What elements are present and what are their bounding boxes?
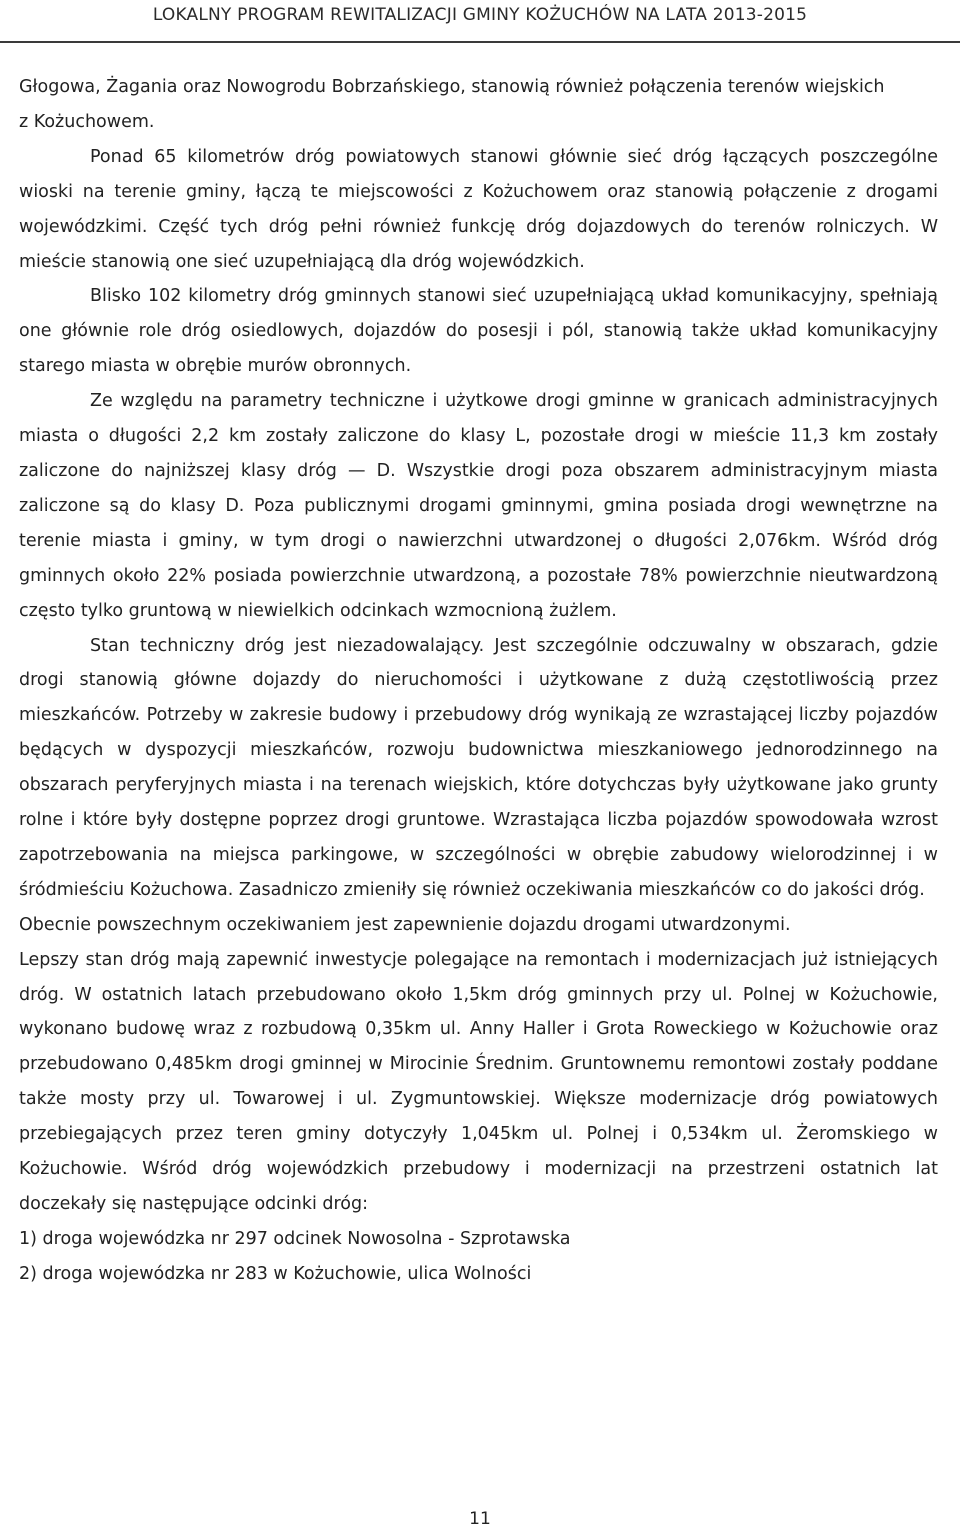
paragraph-intro-continuation: z Kożuchowem. — [19, 111, 155, 132]
paragraph-municipal-roads: Blisko 102 kilometry dróg gminnych stanowi sieć uzupełniającą układ komunikacyjny, spełniają one głównie role dróg osiedlowych, dojazdów do posesji i pól, stanowią także układ komunikacyjny starego miasta w obrębie murów obronnych. — [19, 286, 938, 377]
paragraph-expectations: Obecnie powszechnym oczekiwaniem jest zapewnienie dojazdu drogami utwardzonymi. — [19, 914, 791, 935]
paragraph-road-classes: Ze względu na parametry techniczne i użytkowe drogi gminne w granicach administracyjnych miasta o długości 2,2 km zostały zaliczone do klasy L, pozostałe drogi w mieście 11,3 km zostały zaliczone do najniższej klasy dróg — D. Wszystkie drogi poza obszarem administracyjnym miasta zaliczone są do klasy D. Poza publicznymi drogami gminnymi, gmina posiada drogi wewnętrzne na terenie miasta i gminy, w tym drogi o nawierzchni utwardzonej o długości 2,076km. Wśród dróg gminnych około 22% posiada powierzchnie utwardzoną, a pozostałe 78% powierzchnie nieutwardzoną często tylko gruntową w niewielkich odcinkach wzmocnioną żużlem. — [19, 391, 938, 621]
page-header — [0, 0, 960, 42]
paragraph-technical-condition: Stan techniczny dróg jest niezadowalający. Jest szczególnie odczuwalny w obszarach, gdzie drogi stanowią główne dojazdy do nieruchomości i użytkowane z dużą częstotliwością przez mieszkańców. Potrzeby w zakresie budowy i przebudowy dróg wynikają ze wzrastającej liczby pojazdów będących w dyspozycji mieszkańców, rozwoju budownictwa mieszkaniowego jednorodzinnego na obszarach peryferyjnych miasta i na terenach wiejskich, które dotychczas były użytkowane jako grunty rolne i które były dostępne poprzez drogi gruntowe. Wzrastająca liczba pojazdów spowodowała wzrost zapotrzebowania na miejsca parkingowe, w szczególności w obrębie zabudowy wielorodzinnej i w śródmieściu Kożuchowa. Zasadniczo zmieniły się również oczekiwania mieszkańców co do jakości dróg. — [19, 635, 938, 900]
paragraph-district-roads: Ponad 65 kilometrów dróg powiatowych stanowi głównie sieć dróg łączących poszczególne wioski na terenie gminy, łączą te miejscowości z Kożuchowem oraz stanowią połączenie z drogami wojewódzkimi. Część tych dróg pełni również funkcję dróg dojazdowych do terenów rolniczych. W mieście stanowią one sieć uzupełniającą dla dróg wojewódzkich. — [19, 146, 938, 272]
list-item: 1) droga wojewódzka nr 297 odcinek Nowosolna - Szprotawska — [19, 1228, 571, 1249]
paragraph-intro: Głogowa, Żagania oraz Nowogrodu Bobrzańskiego, stanowią również połączenia terenów wiejskich — [19, 77, 885, 97]
paragraph-investments: Lepszy stan dróg mają zapewnić inwestycje polegające na remontach i modernizacjach już istniejących dróg. W ostatnich latach przebudowano około 1,5km dróg gminnych przy ul. Polnej w Kożuchowie, wykonano budowę wraz z rozbudową 0,35km ul. Anny Haller i Grota Roweckiego w Kożuchowie oraz przebudowano 0,485km drogi gminnej w Mirocinie Średnim. Gruntownemu remontowi zostały poddane także mosty przy ul. Towarowej i ul. Zygmuntowskiej. Większe modernizacje dróg powiatowych przebiegających przez teren gminy dotyczyły 1,045km ul. Polnej i 0,534km ul. Żeromskiego w Kożuchowie. Wśród dróg wojewódzkich przebudowy i modernizacji na przestrzeni ostatnich lat doczekały się następujące odcinki dróg: — [19, 949, 938, 1214]
list-item: 2) droga wojewódzka nr 283 w Kożuchowie, ulica Wolności — [19, 1263, 532, 1284]
document-body — [19, 70, 938, 1292]
header-divider — [0, 41, 960, 43]
page-number: 11 — [469, 1509, 491, 1529]
header-title: LOKALNY PROGRAM REWITALIZACJI GMINY KOŻUCHÓW NA LATA 2013-2015 — [152, 5, 808, 25]
